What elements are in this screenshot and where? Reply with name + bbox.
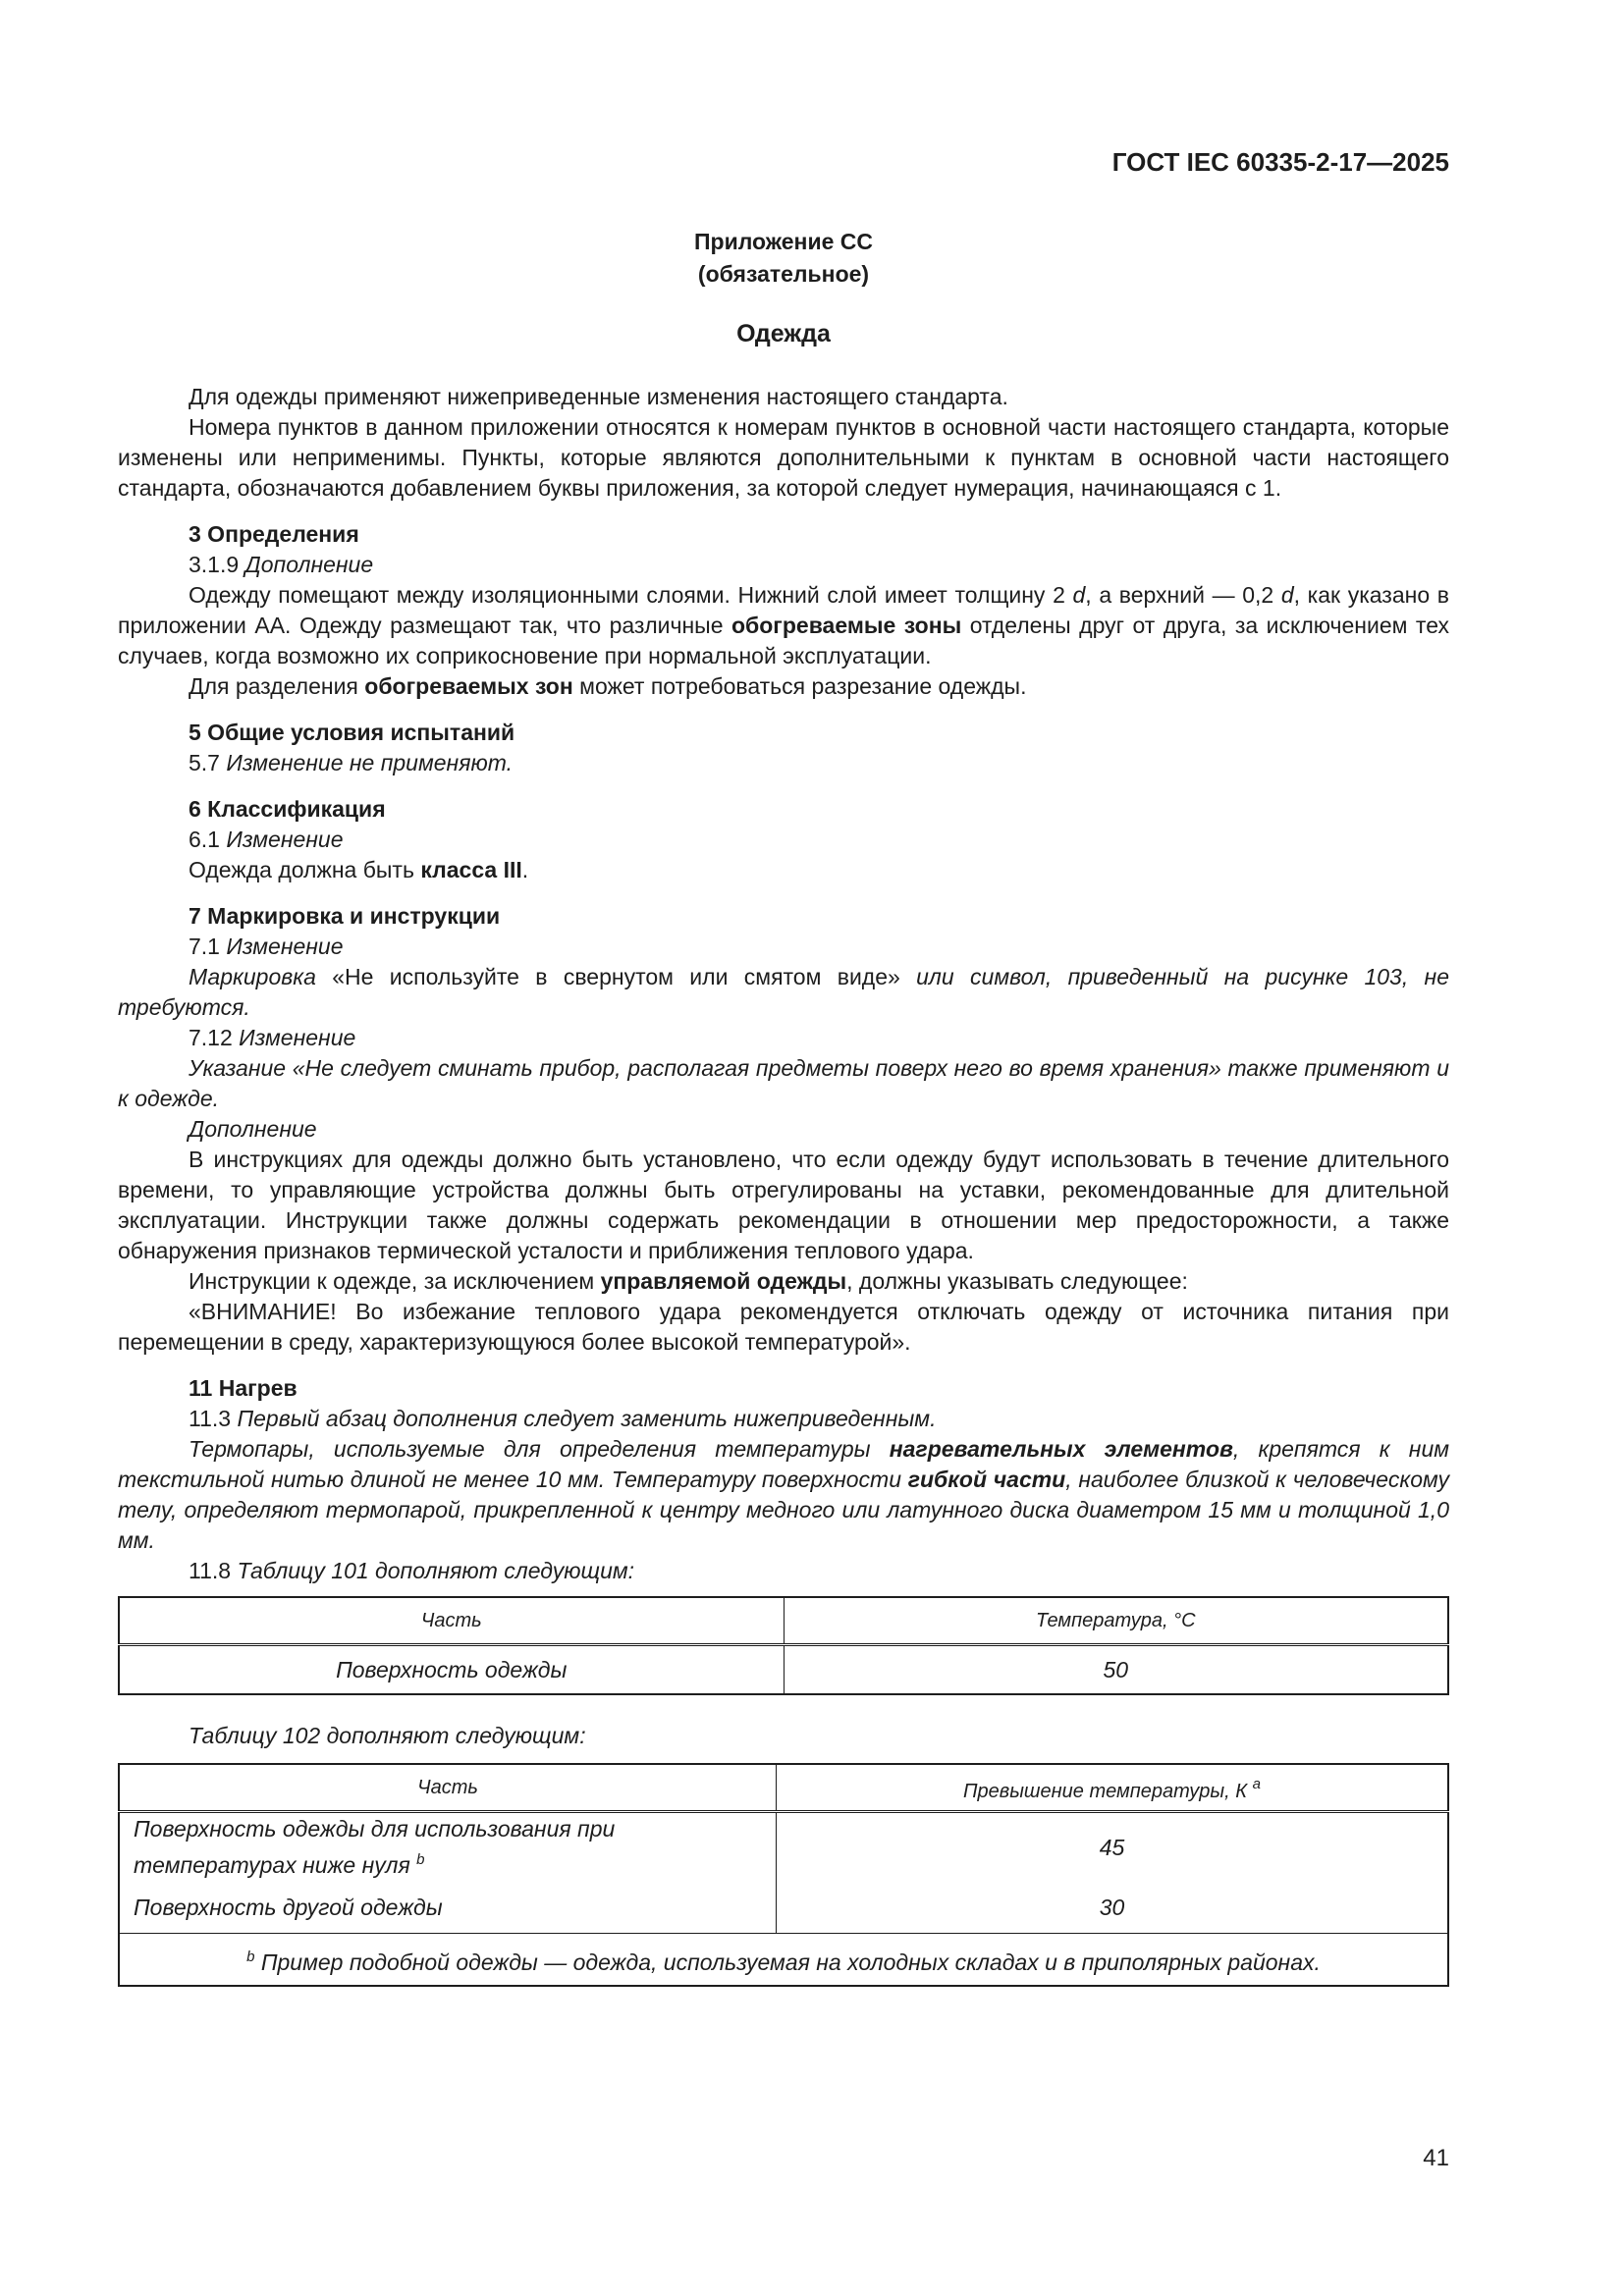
text-run: Одежда должна быть — [189, 857, 421, 882]
defined-term: гибкой части — [907, 1467, 1066, 1492]
section-11-heading: 11 Нагрев — [189, 1375, 298, 1401]
table-row — [119, 1645, 1448, 1695]
intro-paragraph-1: Для одежды применяют нижеприведенные изменения настоящего стандарта. — [189, 384, 1008, 409]
clause-type: Изменение — [226, 934, 344, 959]
addition-label: Дополнение — [189, 1116, 317, 1142]
defined-term: обогреваемые зоны — [731, 613, 962, 638]
appendix-title: Приложение СС — [693, 229, 873, 254]
table-101-addition — [118, 1596, 1449, 1695]
footnote-mark: b — [246, 1948, 255, 1965]
clause-type: Дополнение — [244, 552, 374, 577]
text-run: Для разделения — [189, 673, 365, 699]
clause-text: Таблицу 101 дополняют следующим: — [237, 1558, 635, 1583]
section-7-heading: 7 Маркировка и инструкции — [189, 903, 501, 929]
clause-7-12 — [118, 1023, 1449, 1053]
page-number: 41 — [1423, 2145, 1449, 2171]
clause-text: Изменение не применяют. — [226, 750, 514, 775]
section-7-addition-paragraph-2 — [118, 1266, 1449, 1297]
clause-number: 6.1 — [189, 827, 220, 852]
clause-type: Изменение — [239, 1025, 356, 1050]
table-footnote-row — [119, 1934, 1448, 1987]
text-run: или символ, приведенный на рисунке 103, не требуются. — [118, 964, 1450, 1020]
section-6-paragraph — [118, 855, 1449, 885]
column-header-part: Часть — [119, 1764, 777, 1812]
text-run: , должны указывать следующее: — [846, 1268, 1188, 1294]
header-text: Превышение температуры, К — [963, 1780, 1248, 1802]
clause-type: Изменение — [226, 827, 344, 852]
section-3-heading: 3 Определения — [189, 521, 359, 547]
footnote-ref: b — [416, 1851, 425, 1868]
text-run: . — [521, 857, 529, 882]
defined-term: управляемой одежды — [600, 1268, 847, 1294]
clause-7-1-text — [118, 962, 1449, 1023]
intro-paragraph-2: Номера пунктов в данном приложении относятся к номерам пунктов в основной части настоящего стандарта, которые изменены или неприменимы. Пункты, которые являются дополнительными к пунктам в основной части настоящего стандарта, обозначаются добавлением буквы приложения, за которой следует нумерация, начинающаяся с 1. — [118, 414, 1449, 501]
text-run: , как указано в приложении АА. Одежду размещают так, что различные — [118, 582, 1449, 638]
text-run: Инструкции к одежде, за исключением — [189, 1268, 601, 1294]
defined-term: обогреваемых зон — [364, 673, 573, 699]
text-run: , наиболее близкой к человеческому телу, определяют термопарой, прикрепленной к центру медного или латунного диска диаметром 15 мм и толщиной 1,0 мм. — [118, 1467, 1449, 1553]
text-run: Термопары, используемые для определения температуры — [189, 1436, 890, 1462]
column-header-part: Часть — [119, 1597, 784, 1645]
footnote-text: Пример подобной одежды — одежда, используемая на холодных складах и в приполярных районах. — [260, 1949, 1321, 1975]
text-run: Маркировка — [189, 964, 316, 989]
cell-part: Поверхность другой одежды — [119, 1882, 777, 1934]
appendix-status: (обязательное) — [697, 261, 870, 287]
document-body — [118, 382, 1449, 1987]
cell-value: 45 — [777, 1812, 1449, 1883]
defined-term: класса III — [420, 857, 522, 882]
text-run: может потребоваться разрезание одежды. — [572, 673, 1027, 699]
column-header-temperature-rise — [777, 1764, 1449, 1812]
table-header-row — [119, 1764, 1448, 1812]
clause-number: 7.1 — [189, 934, 220, 959]
clause-number: 3.1.9 — [189, 552, 240, 577]
clause-11-8 — [118, 1556, 1449, 1586]
column-header-temperature: Температура, °С — [784, 1597, 1448, 1645]
clause-number: 11.8 — [189, 1558, 232, 1583]
symbol-d: d — [1280, 582, 1294, 608]
section-11-paragraph — [118, 1434, 1449, 1556]
document-code: ГОСТ IEC 60335-2-17—2025 — [1111, 147, 1449, 177]
clause-6-1 — [118, 825, 1449, 855]
cell-part: Поверхность одежды — [119, 1645, 784, 1695]
clause-3-1-9 — [118, 550, 1449, 580]
table-header-row — [119, 1597, 1448, 1645]
section-7-addition-paragraph-1: В инструкциях для одежды должно быть установлено, что если одежду будут использовать в течение длительного времени, то управляющие устройства должны быть отрегулированы на уставки, рекомендованные для длительной эксплуатации. Инструкции также должны содержать рекомендации в отношении мер предосторожности, а также обнаружения признаков термической усталости и приближения теплового удара. — [118, 1147, 1449, 1263]
cell-value: 50 — [784, 1645, 1448, 1695]
clause-11-3 — [118, 1404, 1449, 1434]
clause-number: 7.12 — [189, 1025, 233, 1050]
text-run: , крепятся к ним текстильной нитью длиной не менее 10 мм. Температуру поверхности — [118, 1436, 1450, 1492]
appendix-heading — [118, 226, 1449, 291]
clause-number: 11.3 — [189, 1406, 232, 1431]
cell-text: Поверхность одежды для использования при температурах ниже нуля — [134, 1816, 616, 1878]
table-102-addition — [118, 1763, 1449, 1987]
section-3-paragraph-1 — [118, 580, 1449, 671]
cell-part — [119, 1812, 777, 1883]
table-102-caption: Таблицу 102 дополняют следующим: — [189, 1723, 586, 1748]
text-run: Одежду помещают между изоляционными слоями. Нижний слой имеет толщину 2 — [189, 582, 1073, 608]
clause-text: Первый абзац дополнения следует заменить нижеприведенным. — [237, 1406, 937, 1431]
table-row — [119, 1812, 1448, 1883]
section-5-heading: 5 Общие условия испытаний — [189, 720, 515, 745]
table-footnote — [119, 1934, 1448, 1987]
table-row — [119, 1882, 1448, 1934]
clause-7-12-text: Указание «Не следует сминать прибор, располагая предметы поверх него во время хранения» также применяют и к одежде. — [118, 1055, 1449, 1111]
appendix-name: Одежда — [736, 320, 831, 347]
text-run: отделены друг от друга, за исключением тех случаев, когда возможно их соприкосновение при нормальной эксплуатации. — [118, 613, 1449, 668]
warning-text: «ВНИМАНИЕ! Во избежание теплового удара рекомендуется отключать одежду от источника питания при перемещении в среду, характеризующуюся более высокой температурой». — [118, 1299, 1449, 1355]
cell-value: 30 — [777, 1882, 1449, 1934]
clause-7-1 — [118, 932, 1449, 962]
footnote-ref: a — [1252, 1775, 1261, 1792]
section-3-paragraph-2 — [118, 671, 1449, 702]
clause-number: 5.7 — [189, 750, 220, 775]
clause-5-7 — [118, 748, 1449, 778]
text-run: , а верхний — 0,2 — [1085, 582, 1281, 608]
defined-term: нагревательных элементов — [889, 1436, 1233, 1462]
symbol-d: d — [1072, 582, 1086, 608]
quoted-marking: «Не используйте в свернутом или смятом виде» — [315, 964, 917, 989]
section-6-heading: 6 Классификация — [189, 796, 386, 822]
